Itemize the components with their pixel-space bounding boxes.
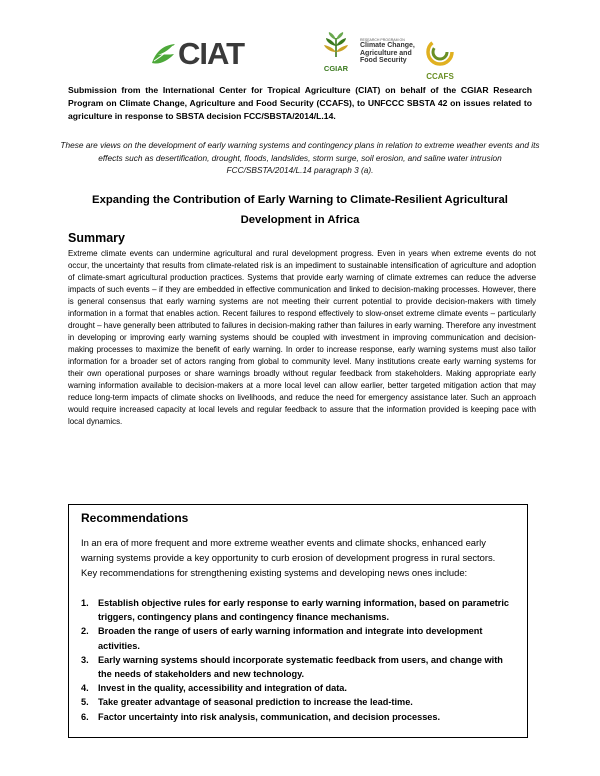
recommendation-number: 5. <box>81 697 89 708</box>
recommendations-list <box>81 596 517 724</box>
recommendations-box <box>68 504 528 738</box>
recommendation-item <box>81 695 517 709</box>
ccafs-program-line: Climate Change, <box>360 42 415 49</box>
ccafs-circle-icon <box>425 53 455 70</box>
recommendation-number: 3. <box>81 654 89 665</box>
recommendation-number: 1. <box>81 598 89 608</box>
recommendation-item <box>81 596 517 624</box>
cgiar-plant-icon <box>321 45 351 62</box>
ciat-leaf-icon <box>150 41 176 67</box>
ciat-wordmark: CIAT <box>178 36 245 71</box>
ccafs-program-line: Agriculture and <box>360 49 412 57</box>
document-title: Expanding the Contribution of Early Warning to Climate-Resilient Agricultural Development in Africa <box>92 194 508 226</box>
cgiar-logo <box>318 32 354 73</box>
recommendation-text: Establish objective rules for early response to early warning information, based on parametric triggers, contingency plans and contingency finance mechanisms. <box>98 598 510 623</box>
ciat-logo <box>150 36 244 72</box>
recommendation-text: Broaden the range of users of early warning information and integrate into development activities. <box>98 626 483 651</box>
ccafs-wordmark: CCAFS <box>426 72 454 81</box>
recommendation-item <box>81 681 517 695</box>
recommendation-item <box>81 624 517 652</box>
summary-heading: Summary <box>68 231 125 245</box>
recommendation-text: Factor uncertainty into risk analysis, communication, and decision processes. <box>98 711 441 722</box>
recommendation-number: 4. <box>81 683 89 694</box>
summary-body: Extreme climate events can undermine agricultural and rural development progress. Even in years when extreme events do not occur, the uncertainty that results from climate-related risk is an impediment to sustainable intensification of agriculture and adoption of climate-smart agricultural production practices. Systems that provide early warning of climate extremes can reduce the adverse impacts of such events – if they are embedded in effective communication and linked to decision-making processes. However, there is general consensus that early warning systems are not meeting their current potential to provide decision-makers with timely information in a format that enables action. Recent failures to respond effectively to slow-onset extreme climate events – particularly drought – have generally been attributed to failures in decision-making rather than failures in early warning. Therefore any investment in developing or improving early warning systems should be coupled with investment in improving communication and decision-making processes to maximize the benefit of early warning. In order to increase response, early warning systems must also tailor information for a broader set of actors ranging from global to community level. Many institutions create early warning systems for their own operational purposes or share warnings broadly without regular feedback from stakeholders. Making appropriate early warning information available to decision-makers at a more local level can allow earlier, better targeted mitigation action that may reduce long-term impacts of climate shocks on livelihoods, and reduce the need for emergency assistance later. Such an approach would require increased capacity at local levels and regular feedback to assure that the information provided is keeping pace with local dynamics. <box>68 249 536 426</box>
ccafs-logo <box>421 38 459 81</box>
recommendation-text: Invest in the quality, accessibility and integration of data. <box>98 683 347 694</box>
recommendation-item <box>81 653 517 681</box>
recommendation-number: 2. <box>81 626 89 637</box>
logo-banner <box>0 30 600 80</box>
ccafs-program-small: RESEARCH PROGRAM ON <box>360 38 405 42</box>
recommendation-text: Take greater advantage of seasonal prediction to increase the lead-time. <box>98 697 413 708</box>
recommendations-intro: In an era of more frequent and more extreme weather events and climate shocks, enhanced early warning systems provide a key opportunity to curb erosion of development progress in rural sectors. Key recommendations for strengthening existing systems and developing news ones include: <box>81 537 496 579</box>
recommendation-item <box>81 710 517 724</box>
recommendations-heading: Recommendations <box>81 511 189 525</box>
cgiar-wordmark: CGIAR <box>323 64 349 73</box>
ccafs-program-name <box>360 38 426 65</box>
scope-statement: These are views on the development of early warning systems and contingency plans in relation to extreme weather events and its effects such as desertification, drought, floods, landslides, storm surge, soil erosion, and saline water intrusion FCC/SBSTA/2014/L.14 paragraph 3 (a). <box>60 140 540 176</box>
ccafs-program-line: Food Security <box>360 57 407 64</box>
recommendation-number: 6. <box>81 711 89 722</box>
recommendation-text: Early warning systems should incorporate systematic feedback from users, and change with the needs of stakeholders and new technology. <box>98 654 503 680</box>
submission-statement: Submission from the International Center for Tropical Agriculture (CIAT) on behalf of the CGIAR Research Program on Climate Change, Agriculture and Food Security (CCAFS), to UNFCCC SBSTA 42 on issues related to agriculture in response to SBSTA decision FCC/SBSTA/2014/L.14. <box>68 85 532 122</box>
